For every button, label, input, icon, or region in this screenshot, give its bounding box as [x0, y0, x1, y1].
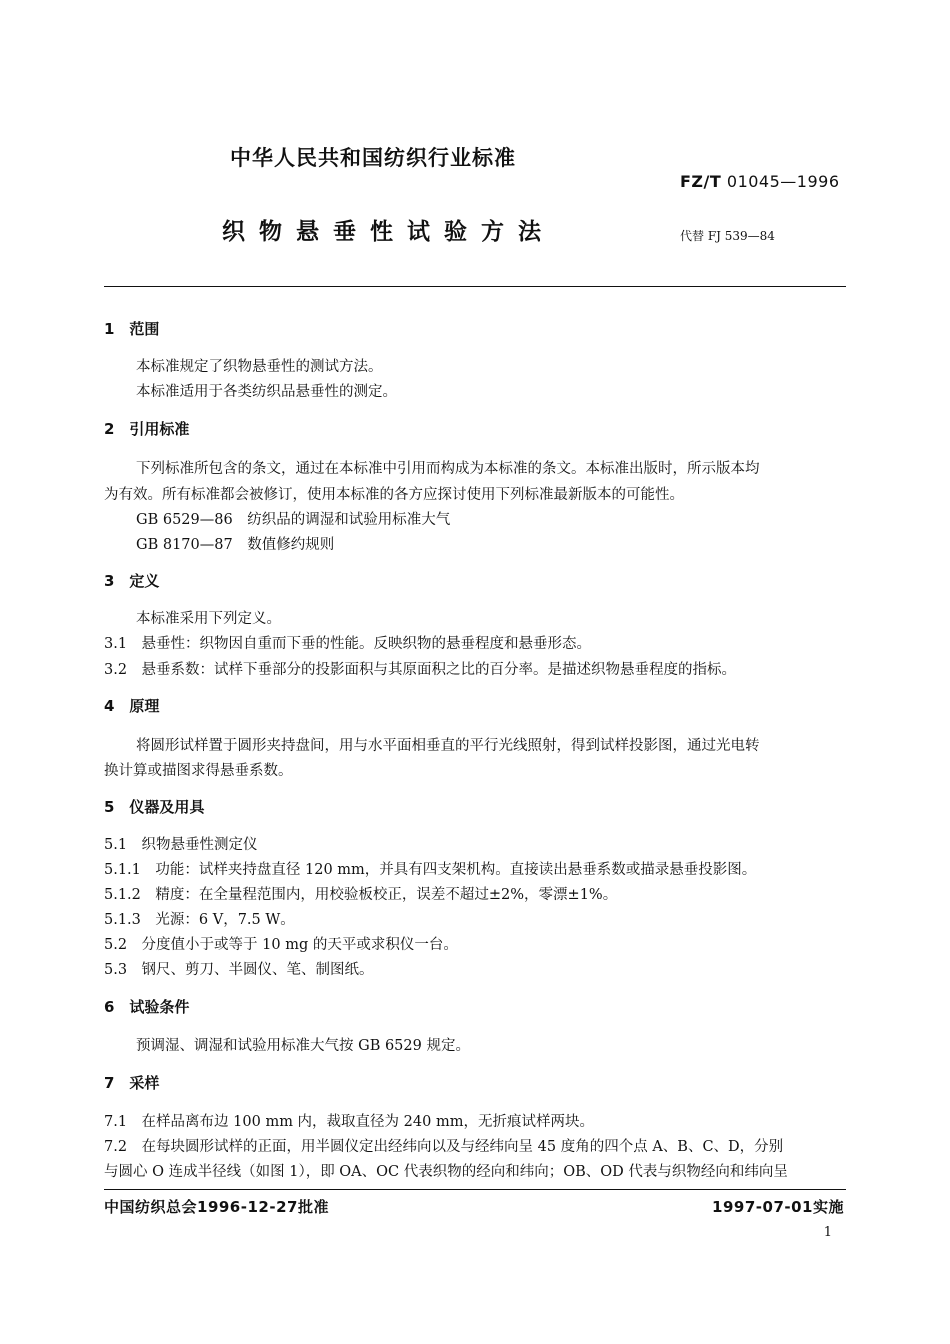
clause-7-2-line-2: 与圆心 O 连成半径线（如图 1），即 OA、OC 代表织物的经向和纬向；OB、OD 代表与织物经向和纬向呈 [104, 1164, 788, 1180]
section-5-heading: 5 仪器及用具 [104, 798, 205, 816]
section-6-heading: 6 试验条件 [104, 998, 190, 1016]
footer-rule [104, 1189, 846, 1190]
normative-reference-2: GB 8170—87 数值修约规则 [136, 537, 335, 553]
code-number: 01045—1996 [726, 172, 840, 191]
clause-5-2: 5.2 分度值小于或等于 10 mg 的天平或求积仪一台。 [104, 937, 458, 953]
replaces-note: 代替 FJ 539—84 [680, 229, 775, 243]
header-rule [104, 286, 846, 287]
clause-7-2-line-1: 7.2 在每块圆形试样的正面，用半圆仪定出经纬向以及与经纬向呈 45 度角的四个点 A、B、C、D，分别 [104, 1139, 784, 1155]
section-2-paragraph-line-1: 下列标准所包含的条文，通过在本标准中引用而构成为本标准的条文。本标准出版时，所示版本均 [136, 461, 760, 477]
document-title: 织物悬垂性试验方法 [222, 219, 555, 245]
definition-3-1: 3.1 悬垂性：织物因自重而下垂的性能。反映织物的悬垂程度和悬垂形态。 [104, 636, 592, 652]
clause-5-1-1: 5.1.1 功能：试样夹持盘直径 120 mm，并具有四支架机构。直接读出悬垂系数或描录悬垂投影图。 [104, 862, 757, 878]
section-4-paragraph-line-1: 将圆形试样置于圆形夹持盘间，用与水平面相垂直的平行光线照射，得到试样投影图，通过光电转 [136, 738, 760, 754]
clause-5-1-2: 5.1.2 精度：在全量程范围内，用校验板校正，误差不超过±2%，零漂±1%。 [104, 887, 618, 903]
section-7-heading: 7 采样 [104, 1074, 160, 1092]
clause-7-1: 7.1 在样品离布边 100 mm 内，裁取直径为 240 mm，无折痕试样两块。 [104, 1114, 594, 1130]
section-1-paragraph-1: 本标准规定了织物悬垂性的测试方法。 [136, 359, 383, 375]
section-3-heading: 3 定义 [104, 572, 160, 590]
clause-5-1-3: 5.1.3 光源：6 V，7.5 W。 [104, 912, 295, 928]
effective-date-line: 1997-07-01实施 [712, 1198, 844, 1216]
code-prefix: FZ/T [680, 172, 722, 191]
issuing-organization: 中华人民共和国纺织行业标准 [230, 146, 516, 170]
definition-3-2: 3.2 悬垂系数：试样下垂部分的投影面积与其原面积之比的百分率。是描述织物悬垂程度的指标。 [104, 662, 737, 678]
standard-code [680, 172, 840, 191]
section-2-heading: 2 引用标准 [104, 420, 190, 438]
section-4-heading: 4 原理 [104, 697, 160, 715]
section-1-heading: 1 范围 [104, 320, 160, 338]
section-2-paragraph-line-2: 为有效。所有标准都会被修订，使用本标准的各方应探讨使用下列标准最新版本的可能性。 [104, 487, 684, 503]
section-3-paragraph: 本标准采用下列定义。 [136, 611, 281, 627]
page-number: 1 [823, 1225, 832, 1240]
normative-reference-1: GB 6529—86 纺织品的调湿和试验用标准大气 [136, 512, 451, 528]
clause-5-3: 5.3 钢尺、剪刀、半圆仪、笔、制图纸。 [104, 962, 374, 978]
approval-line: 中国纺织总会1996-12-27批准 [104, 1198, 329, 1216]
section-4-paragraph-line-2: 换计算或描图求得悬垂系数。 [104, 763, 293, 779]
section-1-paragraph-2: 本标准适用于各类纺织品悬垂性的测定。 [136, 384, 397, 400]
clause-5-1: 5.1 织物悬垂性测定仪 [104, 837, 258, 853]
section-6-paragraph: 预调湿、调湿和试验用标准大气按 GB 6529 规定。 [136, 1038, 470, 1054]
